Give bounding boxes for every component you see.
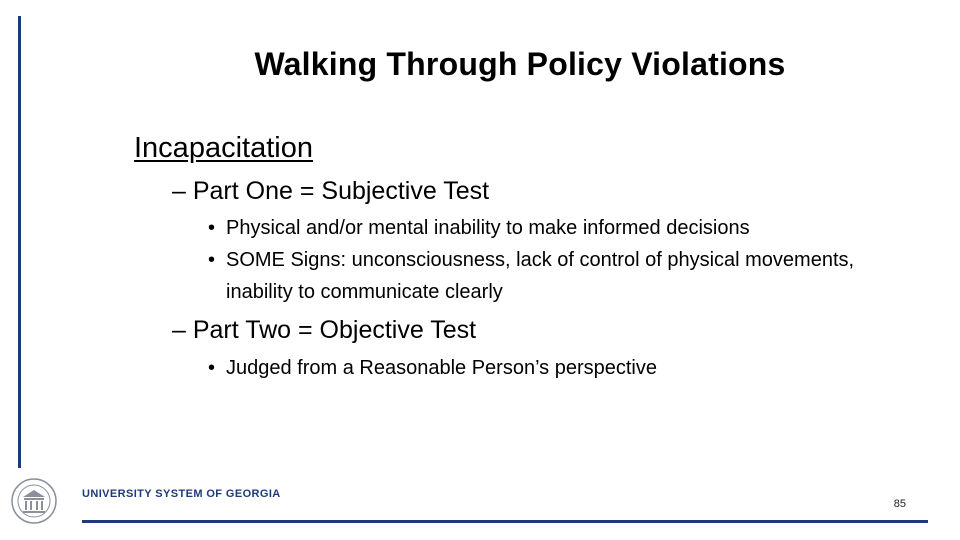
- bullet-glyph: •: [208, 357, 216, 379]
- bullet-glyph: •: [208, 249, 216, 271]
- page-number: 85: [893, 498, 906, 510]
- left-accent-rule: [18, 16, 21, 468]
- organization-name: UNIVERSITY SYSTEM OF GEORGIA: [82, 488, 281, 500]
- bullet-item: [208, 212, 866, 244]
- bullet-item: [208, 244, 866, 308]
- university-seal-icon: [10, 474, 74, 528]
- footer-rule: [82, 520, 928, 523]
- bullet-text: SOME Signs: unconsciousness, lack of control of physical movements, inability to communicate clearly: [226, 249, 855, 303]
- section-heading: Incapacitation: [134, 132, 313, 164]
- bullet-item: [208, 352, 866, 384]
- part-two-subheading: – Part Two = Objective Test: [172, 316, 477, 344]
- bullet-glyph: •: [208, 217, 216, 239]
- bullet-text: Judged from a Reasonable Person’s perspective: [226, 357, 657, 379]
- slide-title: Walking Through Policy Violations: [254, 46, 786, 82]
- bullet-text: Physical and/or mental inability to make informed decisions: [226, 217, 750, 239]
- part-one-subheading: – Part One = Subjective Test: [172, 177, 490, 205]
